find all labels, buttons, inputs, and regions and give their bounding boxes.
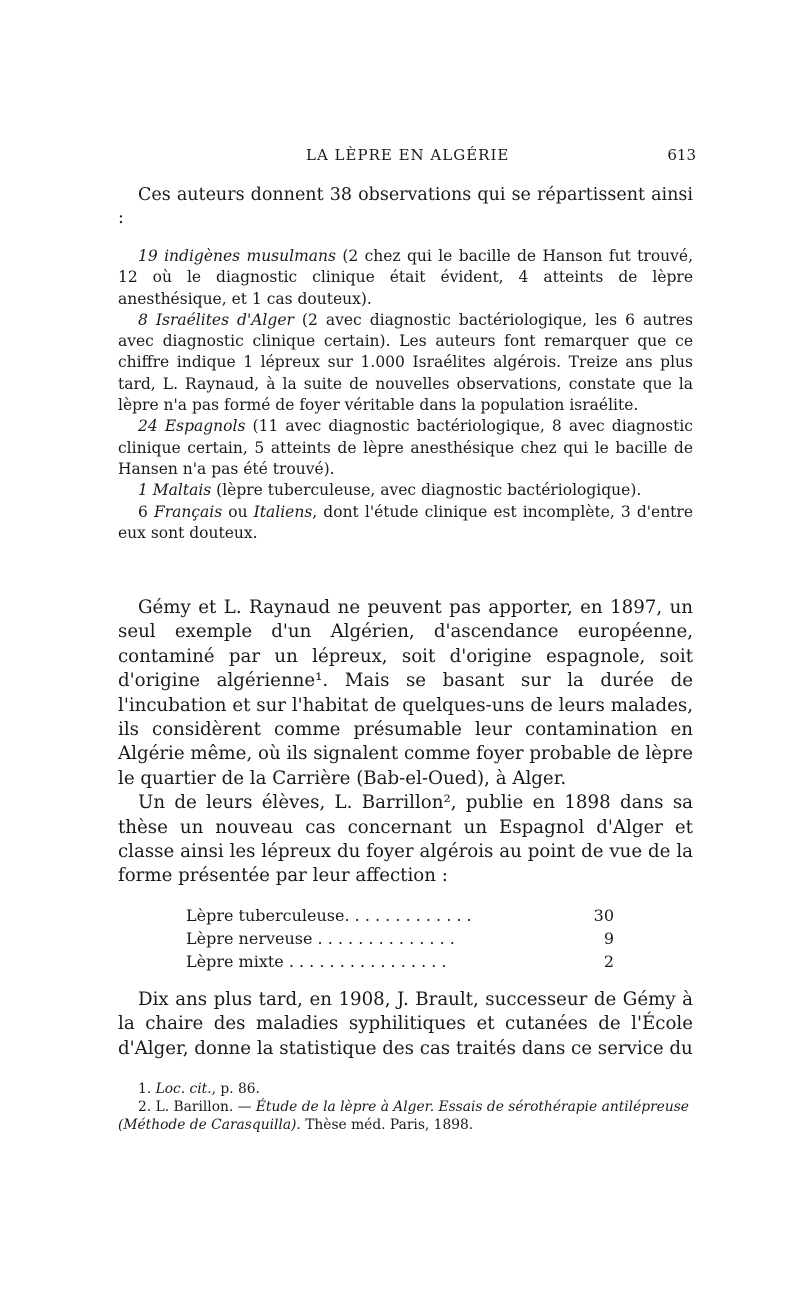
page-header — [118, 146, 696, 170]
row-label: Lèpre nerveuse . . . . . . . . . . . . . . — [186, 929, 455, 948]
group-label: 1 Maltais — [138, 481, 212, 500]
group-francais-italiens — [118, 502, 693, 545]
footnote-rule — [118, 1075, 198, 1076]
footnote-1 — [118, 1080, 693, 1098]
group-text: , dont l'étude clinique est incomplète, 3 d'entre eux sont douteux. — [118, 502, 693, 542]
group-text: (2 avec diagnostic bactériologique, les 6 autres avec diagnostic clinique certain). Les auteurs font remarquer que ce chiffre indique 1 lépreux sur 1.000 Israélites algérois. Treize ans plus tard, L. Raynaud, à la suite de nouvelles observations, constate que la lèpre n'a pas formé de foyer véritable dans la population israélite. — [118, 310, 693, 415]
row-label: Lèpre mixte . . . . . . . . . . . . . . . . — [186, 952, 447, 971]
paragraph-gemy: Gémy et L. Raynaud ne peuvent pas apporter, en 1897, un seul exemple d'un Algérien, d'ascendance européenne, contaminé par un lépreux, soit d'origine espagnole, soit d'origine algérienne¹. Mais se basant sur la durée de l'incubation et sur l'habitat de quelques-uns de leurs malades, ils considèrent comme présumable leur contamination en Algérie même, où ils signalent comme foyer probable de lèpre le quartier de la Carrière (Bab-el-Oued), à Alger. — [118, 597, 693, 789]
group-text: (11 avec diagnostic bactériologique, 8 avec diagnostic clinique certain, 5 atteints de lèpre anesthésique chez qui le bacille de Hansen n'a pas été trouvé). — [118, 417, 693, 478]
footnotes — [118, 1080, 693, 1134]
row-value: 30 — [593, 906, 614, 925]
page-number: 613 — [667, 146, 696, 164]
footnote-title: Étude de la lèpre à Alger. Essais de sérothérapie antilépreuse (Méthode de Carasquilla). — [118, 1099, 689, 1133]
group-espagnols — [118, 416, 693, 480]
running-title: LA LÈPRE EN ALGÉRIE — [306, 146, 510, 164]
observation-list — [118, 246, 693, 544]
footnote-number: 1. — [138, 1081, 156, 1097]
group-label-mid: ou — [222, 502, 254, 521]
paragraph-barrillon: Un de leurs élèves, L. Barrillon², publie en 1898 dans sa thèse un nouveau cas concernant un Espagnol d'Alger et classe ainsi les lépreux du foyer algérois au point de vue de la forme présentée par leur affection : — [118, 792, 693, 887]
group-label: 19 indigènes musulmans — [138, 247, 336, 265]
group-label-a: Français — [153, 502, 223, 521]
main-text — [118, 596, 693, 889]
table-row — [186, 927, 614, 950]
group-label: 8 Israélites d'Alger — [138, 310, 294, 329]
group-maltais — [118, 480, 693, 501]
footnote-2 — [118, 1098, 693, 1134]
table-row — [186, 950, 614, 973]
row-value: 9 — [603, 929, 614, 948]
group-text: (lèpre tuberculeuse, avec diagnostic bactériologique). — [211, 481, 642, 500]
group-israelites — [118, 310, 693, 416]
intro-paragraph: Ces auteurs donnent 38 observations qui se répartissent ainsi : — [118, 185, 693, 228]
group-indigenes — [118, 246, 693, 310]
row-value: 2 — [603, 952, 614, 971]
paragraph-brault: Dix ans plus tard, en 1908, J. Brault, successeur de Gémy à la chaire des maladies syphilitiques et cutanées de l'École d'Alger, donne la statistique des cas traités dans ce service du — [118, 989, 693, 1059]
group-label-b: Italiens — [253, 502, 313, 521]
row-label: Lèpre tuberculeuse. . . . . . . . . . . . . — [186, 906, 472, 925]
footnote-text: Thèse méd. Paris, 1898. — [300, 1117, 474, 1133]
footnote-author: L. Barillon. — — [155, 1099, 256, 1115]
footnote-text: , p. 86. — [211, 1081, 260, 1097]
group-label: 24 Espagnols — [138, 417, 246, 436]
footnote-ref: Loc. cit. — [155, 1081, 212, 1097]
table-row — [186, 904, 614, 927]
footnote-number: 2. — [138, 1099, 156, 1115]
group-prefix: 6 — [138, 502, 154, 521]
group-text: (2 chez qui le bacille de Hanson fut trouvé, 12 où le diagnostic clinique était évident, 4 atteints de lèpre anesthésique, et 1 cas douteux). — [118, 247, 693, 308]
form-table — [186, 904, 614, 973]
